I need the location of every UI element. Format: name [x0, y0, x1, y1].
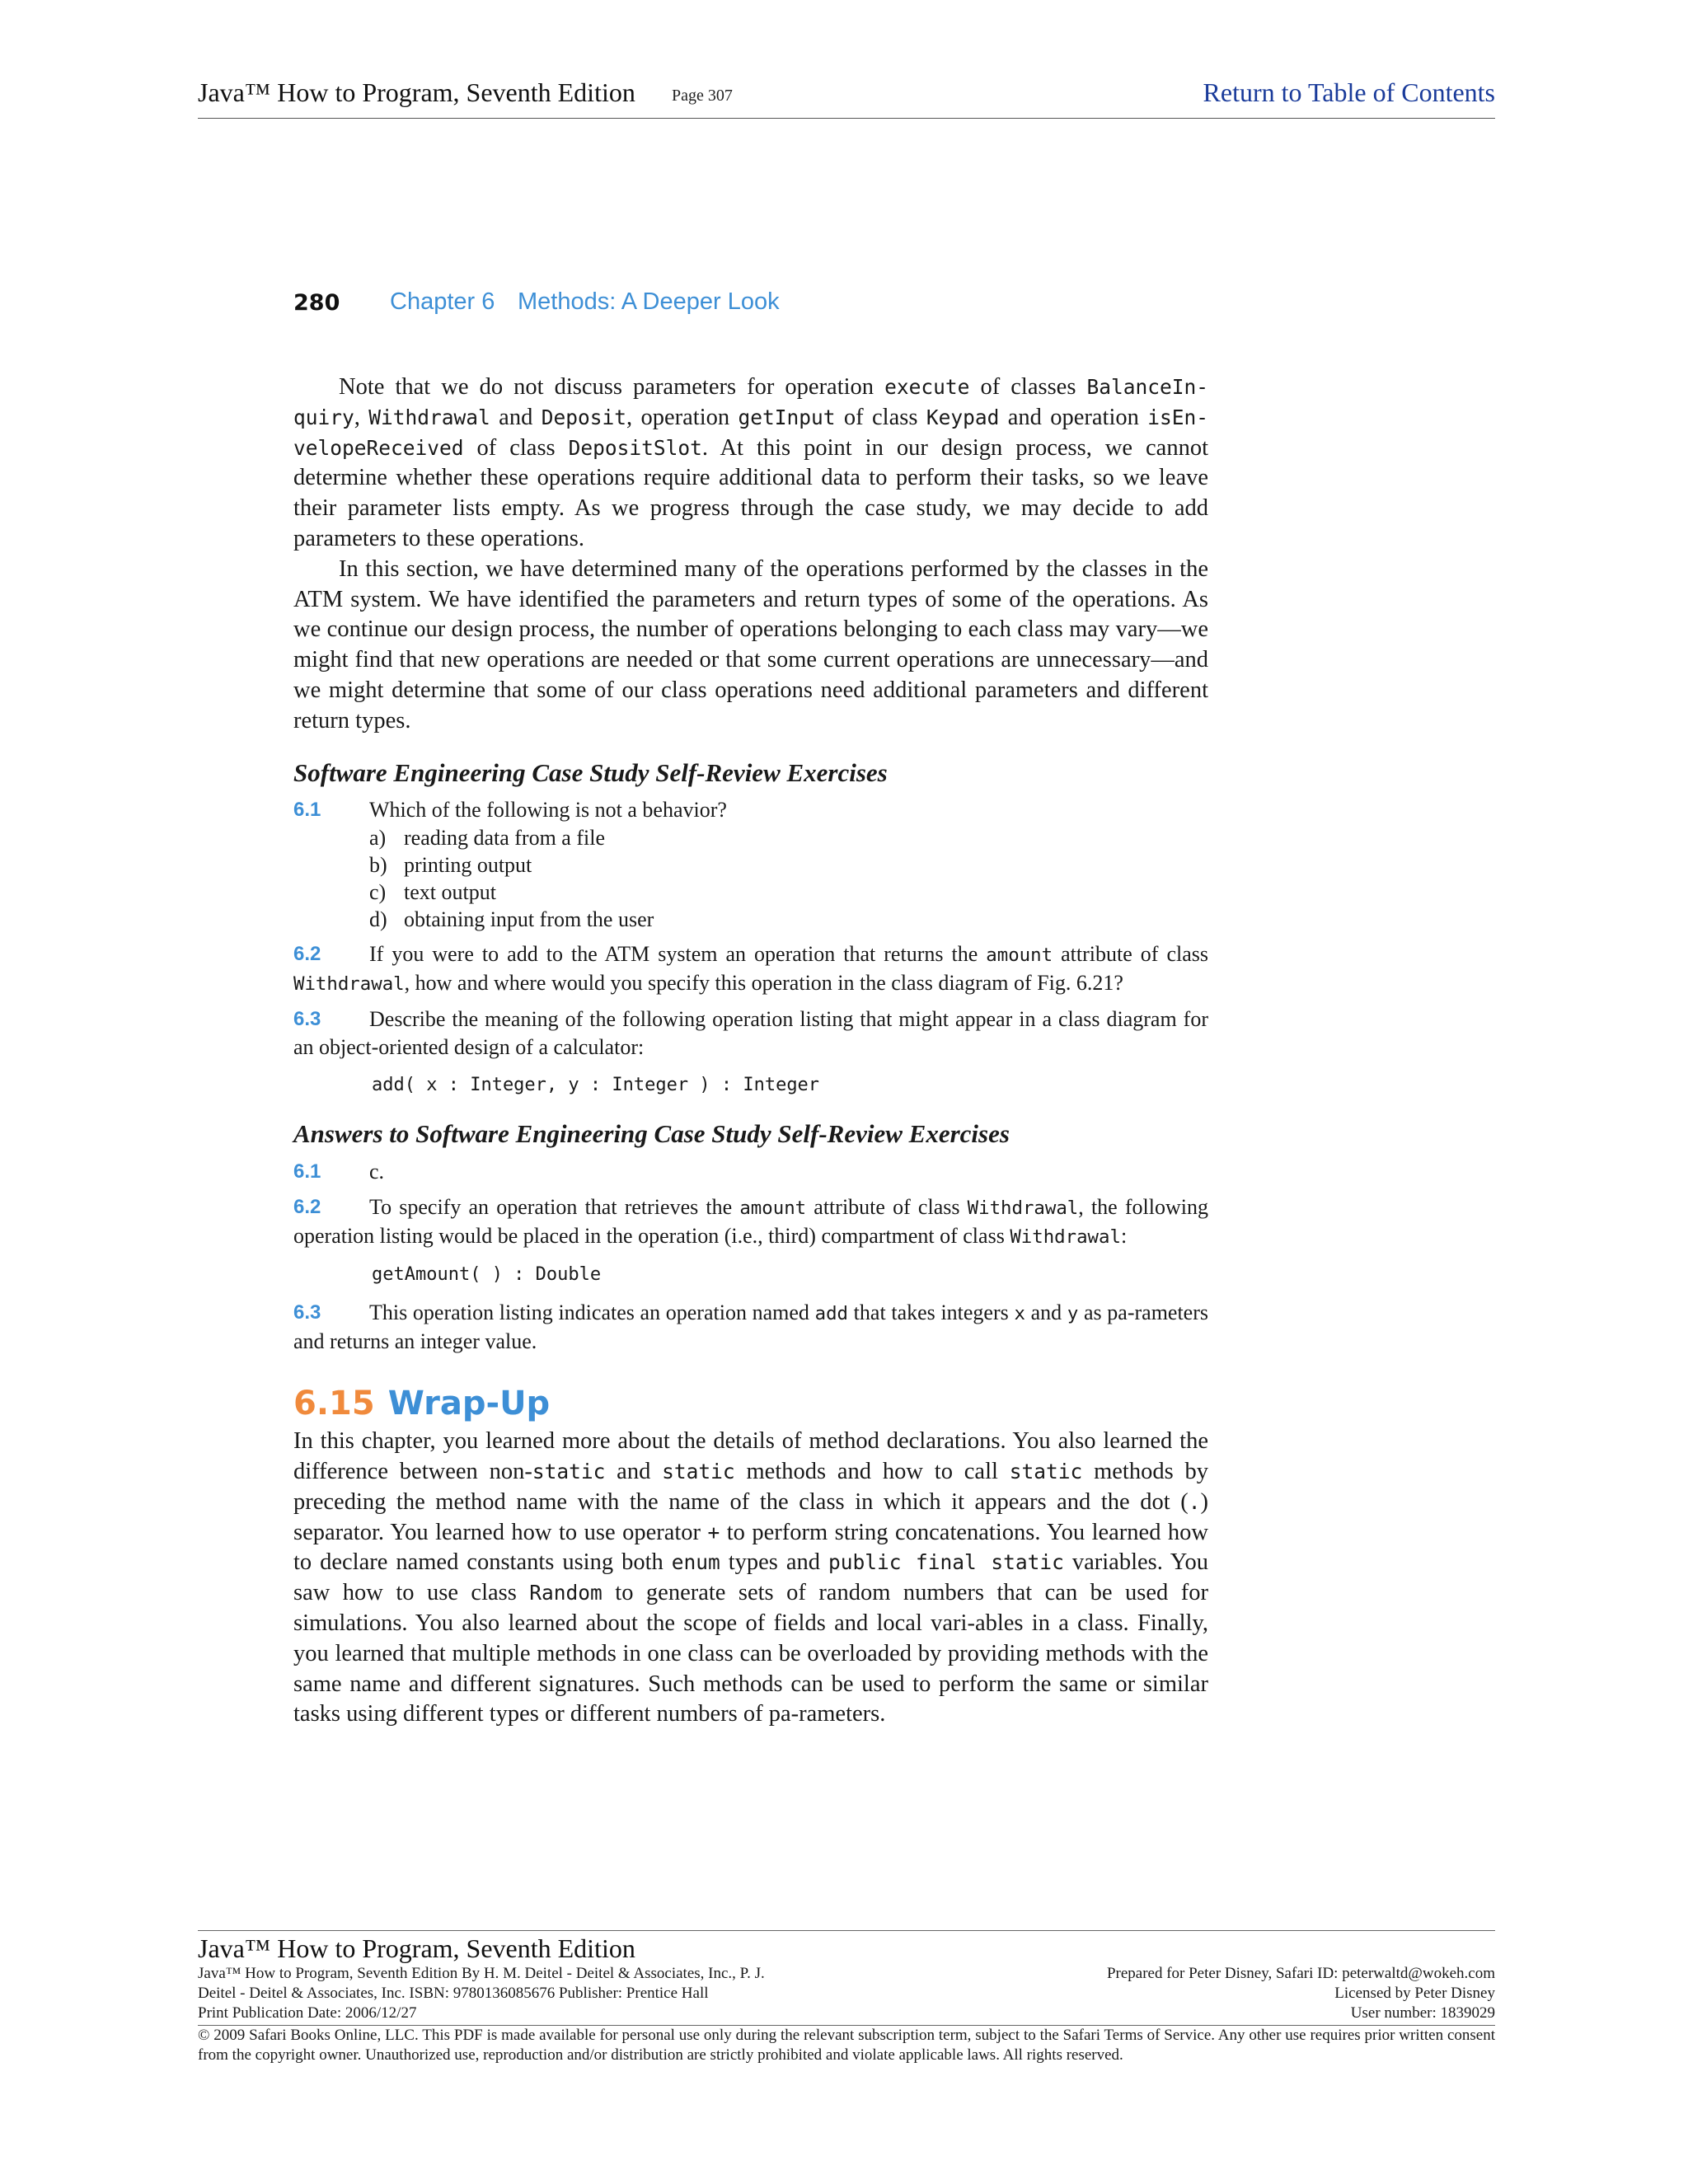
- footer-license-info: Prepared for Peter Disney, Safari ID: peterwaltd@wokeh.com Licensed by Peter Disney User number: 1839029: [1106, 1965, 1495, 2022]
- answer-6-2: 6.2 To specify an operation that retrieves the amount attribute of class Withdrawal, the following operation listing would be placed in the operation (i.e., third) compartment of class Withdrawal:: [293, 1195, 1208, 1249]
- header-page-label: Page 307: [672, 87, 733, 105]
- safari-header: [198, 77, 1495, 119]
- answers-heading: Answers to Software Engineering Case Study Self-Review Exercises: [293, 1119, 1010, 1149]
- exercise-number: 6.3: [293, 1008, 321, 1031]
- safari-footer: [198, 1930, 1495, 2065]
- option-a: a) reading data from a file: [369, 826, 605, 851]
- wrap-up-paragraph: In this chapter, you learned more about the details of method declarations. You also learned the difference between non-static and static methods and how to call static methods by preceding the method name with the name of the class in which it appears and the dot (.) separator. You learned how to use operator + to perform string concatenations. You learned how to declare named constants using both enum types and public final static variables. You saw how to use class Random to generate sets of random numbers that can be used for simulations. You also learned about the scope of fields and local vari-ables in a class. Finally, you learned that multiple methods in one class can be overloaded by providing methods with the same name and different signatures. Such methods can be used to perform the same or similar tasks using different types or different numbers of pa-rameters.: [293, 1428, 1208, 1727]
- section-heading-wrap-up: [293, 1384, 1208, 1423]
- paragraph-1: Note that we do not discuss parameters for operation execute of classes BalanceIn-quiry, Withdrawal and Deposit, operation getInput of class Keypad and operation isEn-velopeReceived of class DepositSlot. At this point in our design process, we cannot determine whether these operations require additional data to perform their tasks, so we leave their parameter lists empty. As we progress through the case study, we may decide to add parameters to these operations.: [293, 374, 1209, 551]
- exercise-6-1-options: [293, 824, 1208, 933]
- footer-book-title: Java™ How to Program, Seventh Edition: [198, 1933, 635, 1963]
- exercise-number: 6.1: [293, 799, 321, 822]
- header-book-title: Java™ How to Program, Seventh Edition: [198, 77, 635, 107]
- return-to-toc-link[interactable]: Return to Table of Contents: [1203, 77, 1495, 107]
- exercise-6-3: 6.3 Describe the meaning of the following operation listing that might appear in a class diagram for an object-oriented design of a calculator:: [293, 1007, 1208, 1060]
- option-c: c) text output: [369, 880, 496, 905]
- self-review-heading: Software Engineering Case Study Self-Review Exercises: [293, 757, 888, 787]
- footer-copyright: © 2009 Safari Books Online, LLC. This PDF is made available for personal use only during the relevant subscription term, subject to the Safari Terms of Service. Any other use requires prior written consent from the copyright owner. Unauthorized use, reproduction and/or distribution are strictly prohibited and violate applicable laws. All rights reserved.: [198, 2027, 1495, 2064]
- exercise-6-2: 6.2 If you were to add to the ATM system an operation that returns the amount attribute of class Withdrawal, how and where would you specify this operation in the class diagram of Fig. 6.21?: [293, 942, 1208, 996]
- answer-6-3: 6.3 This operation listing indicates an operation named add that takes integers x and y as pa-rameters and returns an integer value.: [293, 1301, 1208, 1354]
- option-d: d) obtaining input from the user: [369, 907, 654, 932]
- chapter-title: Methods: A Deeper Look: [518, 288, 780, 315]
- paragraph-2: In this section, we have determined many of the operations performed by the classes in the ATM system. We have identified the parameters and return types of some of the operations. As we continue our design process, the number of operations belonging to each class may vary—we might find that new operations are needed or that some current operations are unnecessary—and we might determine that some of our class operations need additional parameters and different return types.: [293, 555, 1208, 733]
- body-text: [293, 373, 1208, 1730]
- page-number: 280: [293, 290, 340, 316]
- code-listing-getamount: getAmount( ) : Double: [372, 1264, 602, 1286]
- footer-details: [198, 1964, 1495, 2023]
- exercise-text: Which of the following is not a behavior?: [369, 798, 727, 823]
- answer-6-1: 6.1 c.: [293, 1158, 1208, 1186]
- answer-number: 6.3: [293, 1301, 321, 1324]
- section-number: 6.15: [293, 1385, 375, 1423]
- code-listing-add: add( x : Integer, y : Integer ) : Integer: [372, 1075, 820, 1096]
- option-b: b) printing output: [369, 853, 532, 878]
- section-title: Wrap-Up: [387, 1385, 551, 1423]
- exercise-6-1: [293, 796, 1208, 824]
- chapter-label: Chapter 6: [390, 288, 495, 315]
- answer-number: 6.1: [293, 1160, 321, 1183]
- answer-number: 6.2: [293, 1196, 321, 1219]
- footer-publication-info: Java™ How to Program, Seventh Edition By H. M. Deitel - Deitel & Associates, Inc., P. J. Deitel - Deitel & Associates, Inc. ISBN: 9780136085676 Publisher: Prentice Hall Print Publication Date: 2006/12/27: [198, 1965, 765, 2022]
- exercise-number: 6.2: [293, 943, 321, 966]
